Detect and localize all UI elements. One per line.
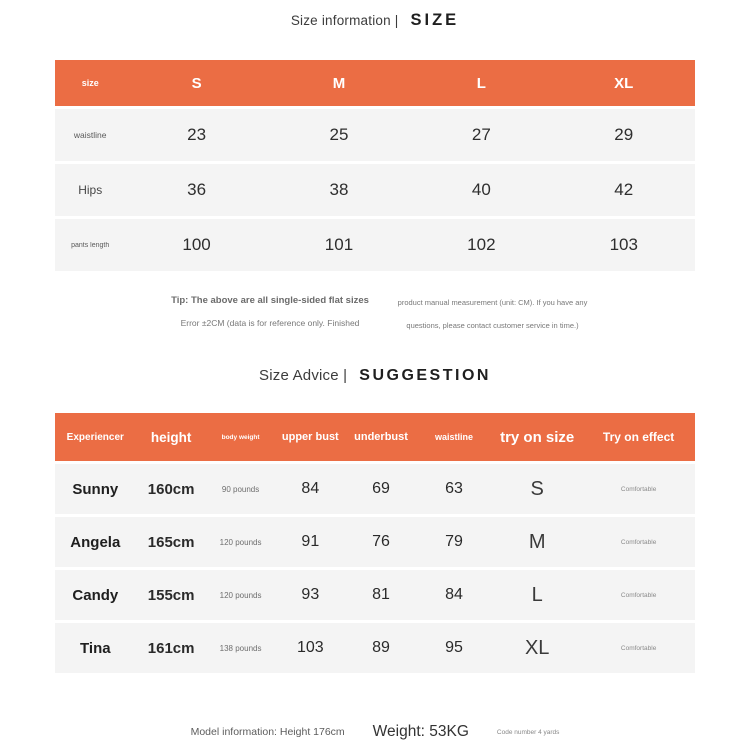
hips-value-s: 36	[187, 180, 207, 199]
suggestion-row-angela	[55, 517, 695, 567]
experiencer-height: 155cm	[147, 586, 195, 604]
hips-value-m: 38	[329, 180, 349, 199]
row-label-waistline: waistline	[73, 130, 107, 140]
hips-value-l: 40	[471, 180, 491, 199]
suggestion-table-header-row	[55, 413, 695, 461]
size-table-header-xl: XL	[614, 74, 634, 92]
waistline-value: 63	[445, 480, 463, 497]
waistline-value: 84	[445, 586, 463, 603]
advice-section-title	[0, 365, 750, 387]
measurement-tip-note	[0, 295, 750, 331]
pants-length-value-m: 101	[324, 235, 354, 254]
tip-line-2: Error ±2CM (data is for reference only. Finished	[180, 318, 360, 328]
pants-length-value-l: 102	[467, 235, 496, 254]
experiencer-name: Candy	[72, 586, 119, 604]
header-experiencer: Experiencer	[66, 431, 124, 443]
size-table-header-row	[55, 60, 695, 106]
size-table-header-l: L	[476, 74, 486, 92]
row-label-pants-length: pants length	[71, 241, 110, 249]
advice-title-main: SUGGESTION	[359, 367, 491, 384]
header-upper-bust: upper bust	[281, 431, 339, 443]
size-table-header-s: S	[191, 74, 202, 92]
model-code-text: Code number 4 yards	[496, 728, 560, 736]
suggestion-row-tina	[55, 623, 695, 673]
underbust-value: 81	[372, 586, 390, 603]
upper-bust-value: 93	[301, 586, 320, 603]
experiencer-name: Angela	[70, 533, 121, 551]
experiencer-name: Sunny	[72, 480, 119, 498]
upper-bust-value: 84	[301, 480, 320, 497]
size-title-main: SIZE	[410, 11, 460, 29]
header-try-on-effect: Try on effect	[602, 430, 675, 444]
size-table-row-waistline	[55, 109, 695, 161]
model-info-text: Model information: Height 176cm	[190, 726, 345, 738]
experiencer-height: 160cm	[147, 480, 195, 498]
model-weight-text: Weight: 53KG	[372, 723, 469, 740]
underbust-value: 69	[372, 480, 390, 497]
tip-line-4: questions, please contact customer service in time.)	[406, 321, 579, 330]
size-table-header-label: size	[81, 78, 99, 88]
tip-left-column	[163, 295, 378, 328]
size-table-header-m: M	[332, 74, 346, 92]
try-on-size-value: S	[530, 477, 544, 500]
tip-line-1: Tip: The above are all single-sided flat sizes	[171, 295, 369, 306]
size-table	[55, 60, 695, 271]
waistline-value-s: 23	[187, 125, 207, 144]
underbust-value: 76	[372, 533, 390, 550]
underbust-value: 89	[372, 639, 390, 656]
size-table-row-hips	[55, 164, 695, 216]
header-waistline: waistline	[434, 432, 473, 442]
upper-bust-value: 91	[301, 533, 320, 550]
upper-bust-value: 103	[296, 639, 324, 656]
header-underbust: underbust	[354, 431, 408, 443]
size-title-prefix: Size information |	[290, 13, 399, 28]
header-try-on-size: try on size	[500, 428, 575, 446]
waistline-value: 95	[445, 639, 463, 656]
size-section-title	[0, 9, 750, 32]
try-on-size-value: M	[528, 530, 546, 553]
pants-length-value-xl: 103	[609, 235, 638, 254]
experiencer-height: 161cm	[147, 639, 195, 657]
try-on-effect-value: Comfortable	[620, 591, 657, 599]
suggestion-row-candy	[55, 570, 695, 620]
suggestion-table	[55, 413, 695, 673]
advice-title-prefix: Size Advice |	[259, 367, 348, 384]
waistline-value-xl: 29	[614, 125, 634, 144]
header-body-weight: body weight	[221, 433, 260, 441]
experiencer-weight: 120 pounds	[219, 537, 262, 547]
waistline-value-l: 27	[471, 125, 491, 144]
experiencer-weight: 138 pounds	[219, 643, 262, 653]
pants-length-value-s: 100	[182, 235, 211, 254]
waistline-value: 79	[445, 533, 463, 550]
waistline-value-m: 25	[329, 125, 349, 144]
experiencer-weight: 120 pounds	[219, 590, 262, 600]
tip-right-column	[398, 295, 588, 331]
try-on-size-value: XL	[524, 636, 550, 659]
suggestion-row-sunny	[55, 464, 695, 514]
tip-line-3: product manual measurement (unit: CM). If you have any	[397, 298, 588, 307]
hips-value-xl: 42	[614, 180, 634, 199]
try-on-size-value: L	[531, 583, 543, 606]
size-table-row-pants-length	[55, 219, 695, 271]
try-on-effect-value: Comfortable	[620, 538, 657, 546]
row-label-hips: Hips	[78, 183, 103, 197]
model-info-footer	[0, 723, 750, 741]
experiencer-height: 165cm	[147, 533, 195, 551]
try-on-effect-value: Comfortable	[620, 644, 657, 652]
try-on-effect-value: Comfortable	[620, 485, 657, 493]
experiencer-name: Tina	[80, 639, 111, 657]
header-height: height	[150, 429, 192, 445]
experiencer-weight: 90 pounds	[221, 484, 260, 494]
